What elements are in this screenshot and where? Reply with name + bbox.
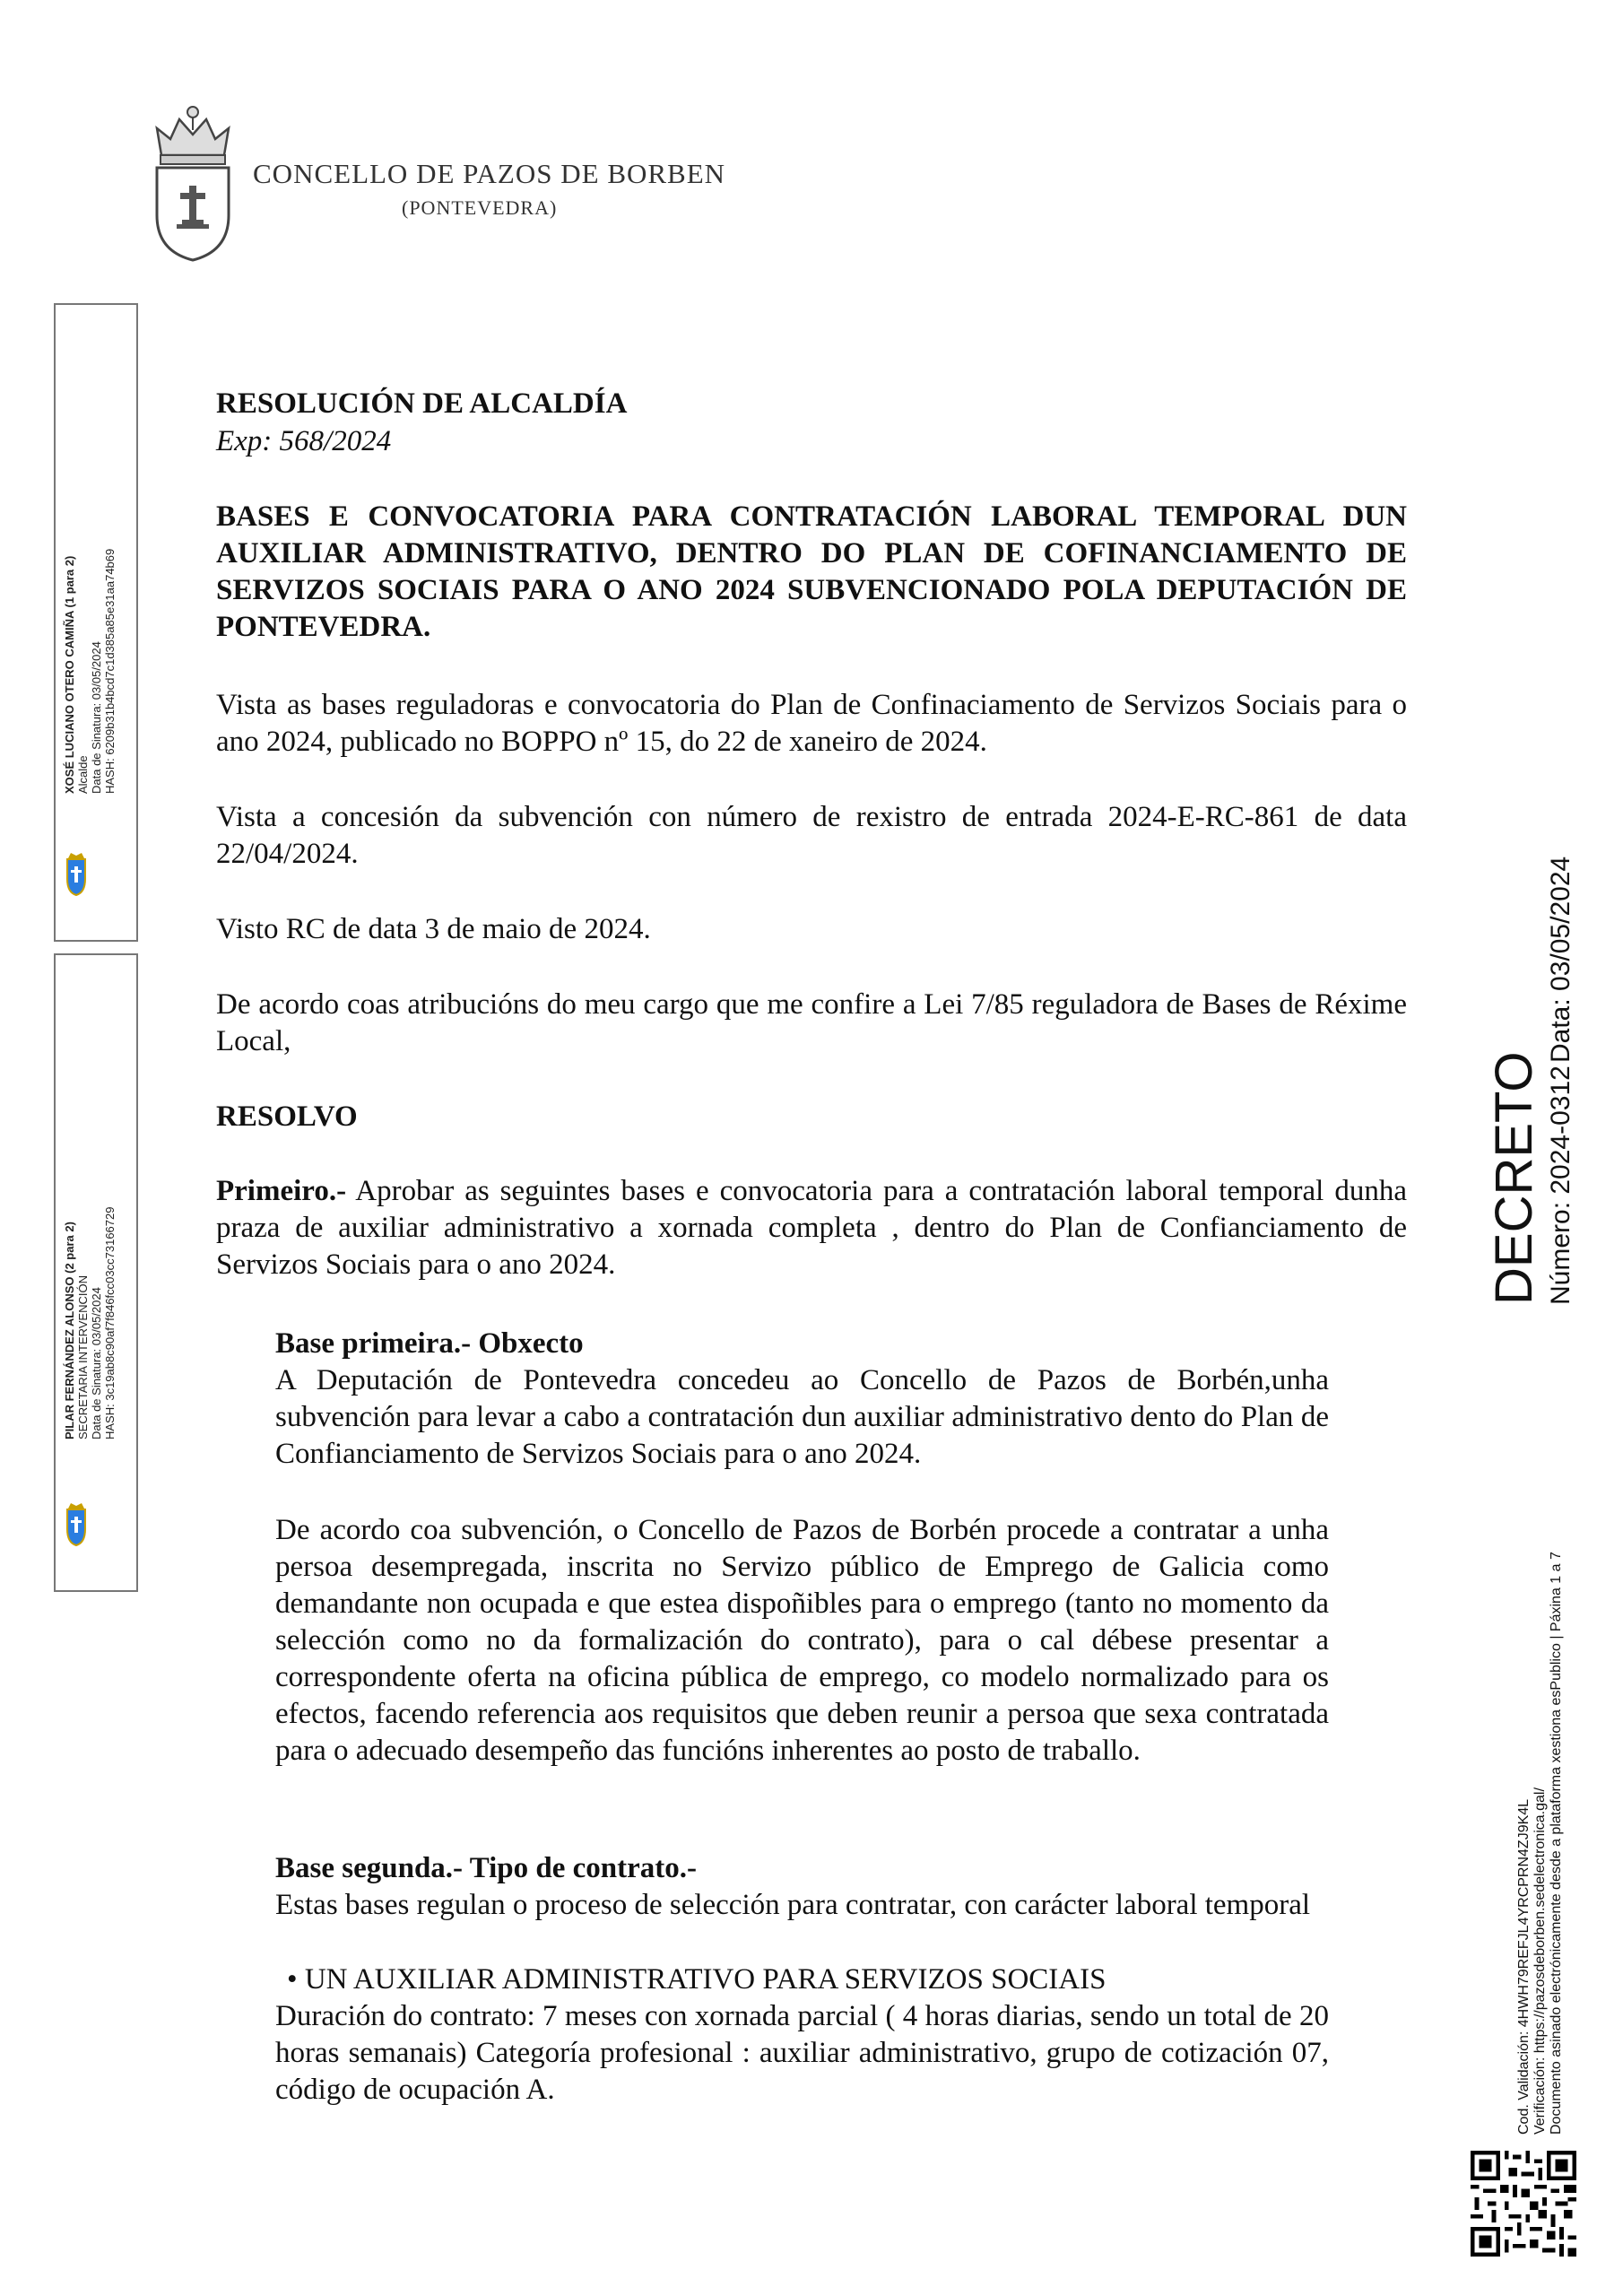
base2-paragraph: Estas bases regulan o proceso de selección para contratar, con carácter laboral temporal: [275, 1889, 1311, 1921]
signature-seal-icon: [63, 852, 90, 897]
base1-title: Base primeira.- Obxecto: [275, 1327, 584, 1360]
base1-paragraph-2: De acordo coa subvención, o Concello de Pazos de Borbén procede a contratar a unha persoa desempregada, inscrita no Servizo público de Emprego de Galicia como demandante non ocupada e que estea dispoñibles para o emprego (tanto no momento da selección como no da formalización do contrato), para o cal débese presentar a correspondente oferta na oficina pública de emprego, co modelo normalizado para os efectos, facendo referencia aos requisitos que deben reunir a persoa que sexa contratada para o adecuado desempeño das funcións inherentes ao posto de traballo.: [275, 1514, 1329, 1767]
signer-role: SECRETARIA INTERVENCIÓN: [76, 1275, 90, 1439]
signature-info-alcalde: [63, 549, 189, 794]
validation-code: Cod. Validación: 4HWH79REFJL4YRCPRN4ZJ9K4L: [1516, 1798, 1532, 2135]
signed-note: Documento asinado electrónicamente desde a plataforma xestiona esPublico | Páxina 1 a 7: [1549, 1552, 1564, 2135]
signer-name: XOSÉ LUCIANO OTERO CAMIÑA (1 para 2): [63, 555, 76, 794]
resolution-subject: BASES E CONVOCATORIA PARA CONTRATACIÓN LABORAL TEMPORAL DUN AUXILIAR ADMINISTRATIVO, DENTRO DO PLAN DE COFINANCIAMENTO DE SERVIZOS SOCIAIS PARA O ANO 2024 SUBVENCIONADO POLA DEPUTACIÓN DE PONTEVEDRA.: [216, 500, 1407, 643]
signature-box-alcalde: [54, 303, 138, 942]
qr-code-icon[interactable]: [1471, 2151, 1576, 2257]
primeiro-text: Aprobar as seguintes bases e convocatoria para a contratación laboral temporal dunha praza de auxiliar administrativo a xornada completa , dentro do Plan de Confianciamento de Servizos Sociais para o ano 2024.: [216, 1175, 1407, 1281]
concello-name: CONCELLO DE PAZOS DE BORBEN: [253, 158, 726, 189]
signature-box-secretaria: [54, 953, 138, 1592]
vista-paragraph-2: Vista a concesión da subvención con número de rexistro de entrada 2024-E-RC-861 de data 22/04/2024.: [216, 801, 1407, 870]
base1-paragraph-1: A Deputación de Pontevedra concedeu ao Concello de Pazos de Borbén,unha subvención para levar a cabo a contratación dun auxiliar administrativo dento do Plan de Confianciamento de Servizos Sociais para o ano 2024.: [275, 1364, 1329, 1470]
verification-url[interactable]: Verificación: https://pazosdeborben.sedelectronica.gal/: [1532, 1787, 1548, 2135]
bullet-icon: •: [287, 1963, 305, 1996]
signer-role: Alcalde: [76, 755, 90, 794]
signature-date: Data de Sinatura: 03/05/2024: [90, 1287, 103, 1439]
base2-bullet-item: [287, 1961, 1327, 1998]
municipal-coat-of-arms-logo: [148, 103, 238, 265]
concello-province: (PONTEVEDRA): [402, 196, 558, 219]
signature-date: Data de Sinatura: 03/05/2024: [90, 641, 103, 794]
resolvo-heading: RESOLVO: [216, 1100, 358, 1133]
signature-seal-icon: [63, 1502, 90, 1547]
vista-paragraph-1: Vista as bases reguladoras e convocatoria do Plan de Confinaciamento de Servizos Sociais para o ano 2024, publicado no BOPPO nº 15, do 22 de xaneiro de 2024.: [216, 689, 1407, 758]
primeiro-paragraph: [216, 1173, 1407, 1283]
expedient-number: Exp: 568/2024: [216, 425, 392, 457]
decreto-number: Número: 2024-0312: [1546, 1065, 1575, 1305]
signature-info-secretaria: [63, 1207, 194, 1439]
decreto-date: Data: 03/05/2024: [1546, 856, 1575, 1063]
signer-name: PILAR FERNÁNDEZ ALONSO (2 para 2): [63, 1222, 76, 1439]
acordo-paragraph: De acordo coas atribucións do meu cargo que me confire a Lei 7/85 reguladora de Bases de Réxime Local,: [216, 988, 1407, 1057]
signature-hash: HASH: 6209b31b4bcd7c1d385a85e31aa74b69: [103, 548, 117, 794]
base2-title: Base segunda.- Tipo de contrato.-: [275, 1852, 697, 1884]
signature-hash: HASH: 3c19ab8c90af7f846fcc03cc73166729: [103, 1206, 117, 1439]
visto-rc-paragraph: Visto RC de data 3 de maio de 2024.: [216, 913, 651, 945]
primeiro-label: Primeiro.-: [216, 1175, 347, 1207]
base2-bullet-text: UN AUXILIAR ADMINISTRATIVO PARA SERVIZOS SOCIAIS: [304, 1963, 1107, 1996]
decreto-label: DECRETO: [1485, 1051, 1543, 1305]
base2-duration: Duración do contrato: 7 meses con xornada parcial ( 4 horas diarias, sendo un total de 20 horas semanais) Categoría profesional : auxiliar administrativo, grupo de cotización 07, código de ocupación A.: [275, 2000, 1329, 2106]
resolution-title: RESOLUCIÓN DE ALCALDÍA: [216, 387, 628, 420]
